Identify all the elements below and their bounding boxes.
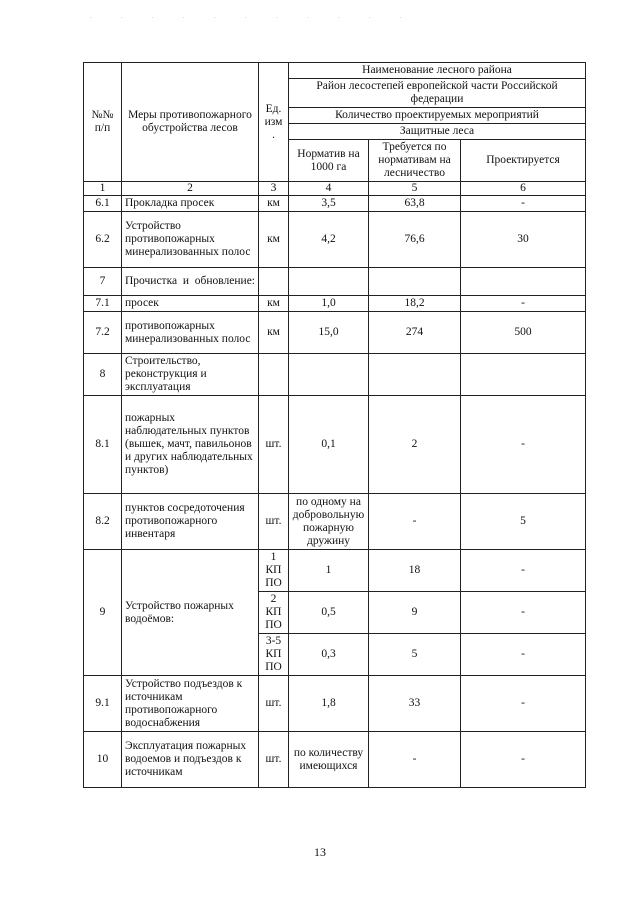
row-required: 18 — [369, 550, 461, 592]
row-norm: по одному на добровольную пожарную дружину — [289, 494, 369, 550]
row-norm: по количеству имеющихся — [289, 732, 369, 788]
row-projected: - — [461, 732, 586, 788]
header-col-unit: Ед. изм . — [259, 63, 289, 182]
table-row — [84, 676, 586, 732]
row-num: 8.1 — [84, 396, 122, 494]
row-unit: шт. — [259, 676, 289, 732]
col-number: 2 — [122, 182, 259, 196]
table-row — [84, 732, 586, 788]
row-projected: - — [461, 634, 586, 676]
row-norm — [289, 268, 369, 296]
row-required: 9 — [369, 592, 461, 634]
row-num: 9 — [84, 550, 122, 676]
row-unit: 2 КП ПО — [259, 592, 289, 634]
header-protective-forests: Защитные леса — [289, 124, 586, 140]
row-name: Эксплуатация пожарных водоемов и подъездов к источникам — [122, 732, 259, 788]
row-projected: - — [461, 296, 586, 312]
row-required: 63,8 — [369, 196, 461, 212]
row-projected: 500 — [461, 312, 586, 354]
table-row — [84, 296, 586, 312]
row-required — [369, 268, 461, 296]
table-row — [84, 494, 586, 550]
table-row — [84, 354, 586, 396]
row-required: 18,2 — [369, 296, 461, 312]
row-projected: - — [461, 196, 586, 212]
row-unit — [259, 268, 289, 296]
row-required: 5 — [369, 634, 461, 676]
row-required: 76,6 — [369, 212, 461, 268]
header-forest-district-title: Наименование лесного района — [289, 63, 586, 79]
row-unit: 3-5 КП ПО — [259, 634, 289, 676]
row-required: 33 — [369, 676, 461, 732]
row-norm: 0,1 — [289, 396, 369, 494]
page-number: 13 — [314, 845, 326, 859]
row-projected: - — [461, 592, 586, 634]
col-number: 1 — [84, 182, 122, 196]
fire-prevention-table — [83, 62, 586, 788]
row-name: противопожарных минерализованных полос — [122, 312, 259, 354]
row-norm: 4,2 — [289, 212, 369, 268]
row-required: 274 — [369, 312, 461, 354]
scan-noise: . . . . . . . . . . . — [90, 14, 416, 20]
row-num: 6.2 — [84, 212, 122, 268]
col-number: 3 — [259, 182, 289, 196]
col-number: 4 — [289, 182, 369, 196]
row-projected: - — [461, 396, 586, 494]
col-number: 6 — [461, 182, 586, 196]
row-num: 9.1 — [84, 676, 122, 732]
row-required — [369, 354, 461, 396]
row-num: 6.1 — [84, 196, 122, 212]
row-name: пожарных наблюдательных пунктов (вышек, мачт, павильонов и других наблюдательных пунктов) — [122, 396, 259, 494]
row-num: 7.1 — [84, 296, 122, 312]
row-num: 8 — [84, 354, 122, 396]
row-unit: км — [259, 296, 289, 312]
table-row — [84, 550, 586, 592]
row-projected: 5 — [461, 494, 586, 550]
row-unit: км — [259, 212, 289, 268]
table-row — [84, 212, 586, 268]
row-name: Прокладка просек — [122, 196, 259, 212]
row-name: Устройство подъездов к источникам противопожарного водоснабжения — [122, 676, 259, 732]
row-num: 7 — [84, 268, 122, 296]
row-norm: 1,0 — [289, 296, 369, 312]
row-norm: 0,3 — [289, 634, 369, 676]
header-row-1 — [84, 63, 586, 79]
row-unit — [259, 354, 289, 396]
row-projected — [461, 268, 586, 296]
row-norm: 15,0 — [289, 312, 369, 354]
row-unit: шт. — [259, 732, 289, 788]
row-name: пунктов сосредоточения противопожарного инвентаря — [122, 494, 259, 550]
row-name: просек — [122, 296, 259, 312]
row-unit: 1 КП ПО — [259, 550, 289, 592]
row-unit: км — [259, 312, 289, 354]
row-name: Строительство, реконструкция и эксплуатация — [122, 354, 259, 396]
header-required: Требуется по нормативам на лесничество — [369, 140, 461, 182]
header-forest-district-name: Район лесостепей европейской части Российской федерации — [289, 79, 586, 108]
table-row — [84, 312, 586, 354]
row-norm: 1 — [289, 550, 369, 592]
row-norm: 3,5 — [289, 196, 369, 212]
table-row — [84, 396, 586, 494]
row-unit: шт. — [259, 494, 289, 550]
header-norm: Норматив на 1000 га — [289, 140, 369, 182]
row-unit: км — [259, 196, 289, 212]
row-norm: 0,5 — [289, 592, 369, 634]
header-projected: Проектируется — [461, 140, 586, 182]
row-name: Устройство пожарных водоёмов: — [122, 550, 259, 676]
row-unit: шт. — [259, 396, 289, 494]
row-projected: - — [461, 550, 586, 592]
column-number-row — [84, 182, 586, 196]
col-number: 5 — [369, 182, 461, 196]
row-required: - — [369, 494, 461, 550]
table-row — [84, 268, 586, 296]
row-num: 7.2 — [84, 312, 122, 354]
row-num: 10 — [84, 732, 122, 788]
row-norm: 1,8 — [289, 676, 369, 732]
row-name: Прочистка и обновление: — [122, 268, 259, 296]
header-col-num: №№ п/п — [84, 63, 122, 182]
row-required: 2 — [369, 396, 461, 494]
row-required: - — [369, 732, 461, 788]
header-col-measures: Меры противопожарного обустройства лесов — [122, 63, 259, 182]
table-row — [84, 196, 586, 212]
row-name: Устройство противопожарных минерализованных полос — [122, 212, 259, 268]
row-projected: - — [461, 676, 586, 732]
row-num: 8.2 — [84, 494, 122, 550]
row-norm — [289, 354, 369, 396]
row-projected — [461, 354, 586, 396]
row-projected: 30 — [461, 212, 586, 268]
header-quantity-title: Количество проектируемых мероприятий — [289, 108, 586, 124]
